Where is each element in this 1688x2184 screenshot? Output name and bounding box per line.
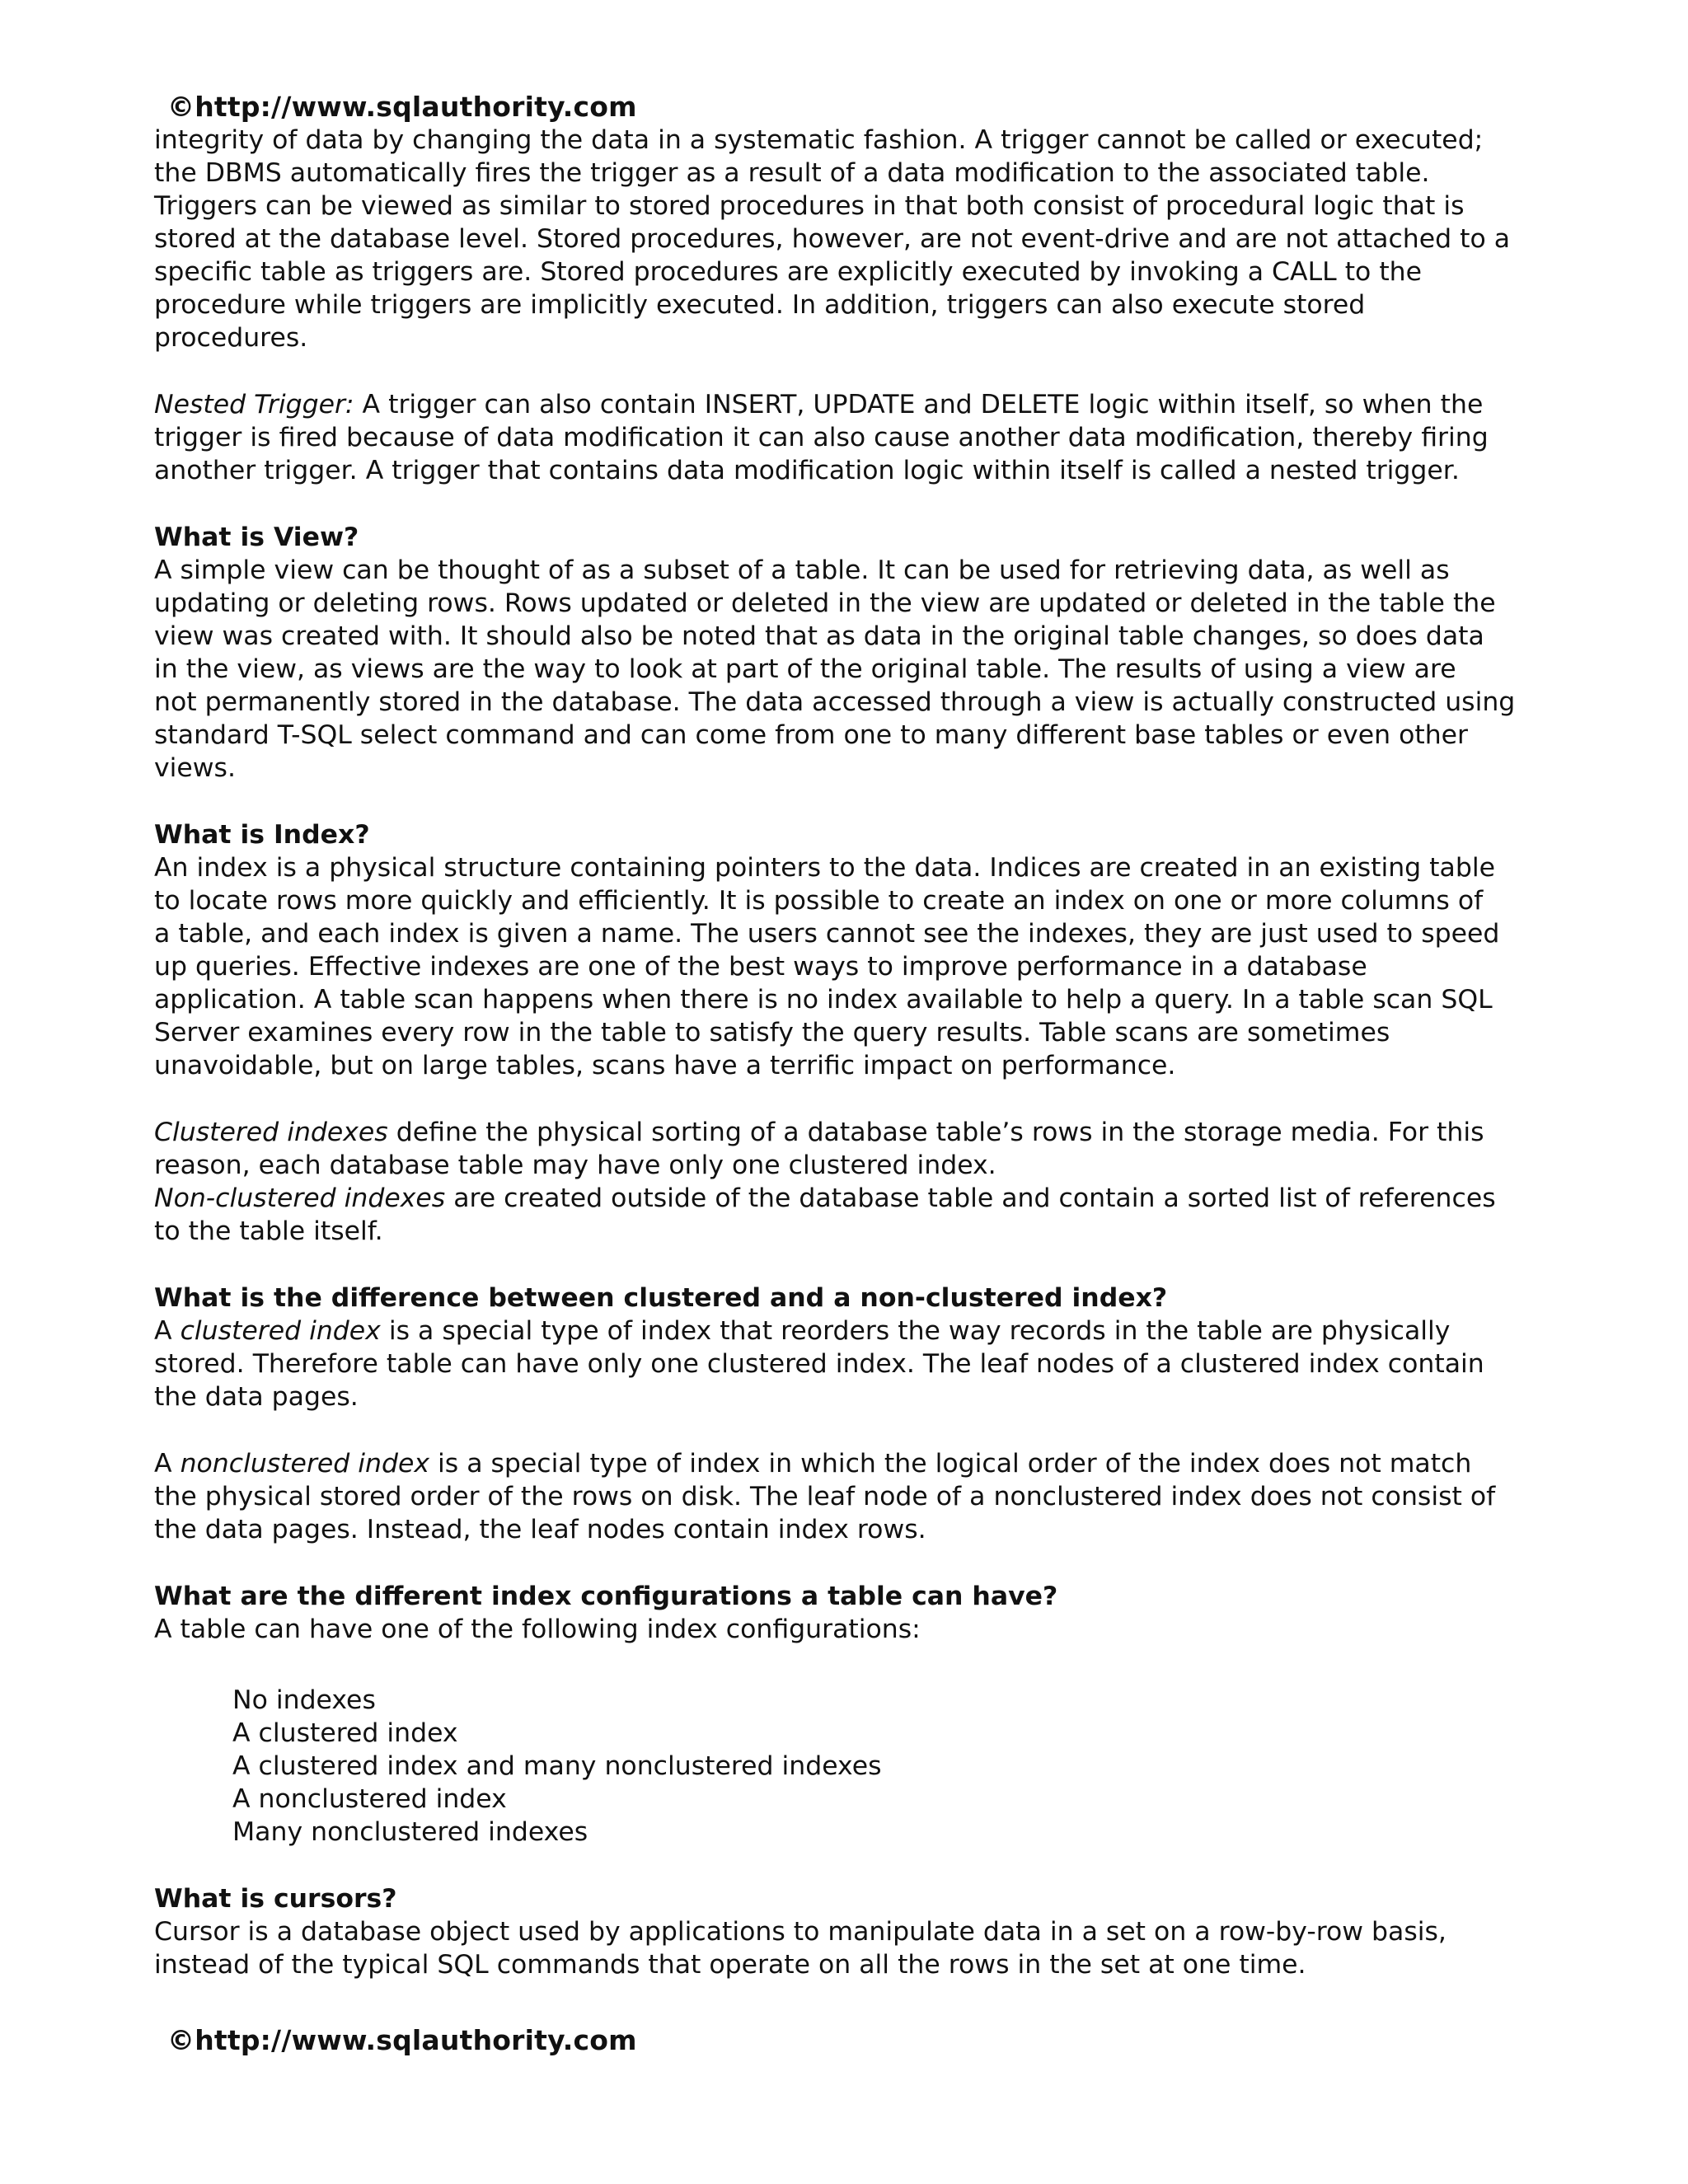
text-line: updating or deleting rows. Rows updated or deleted in the view are updated or deleted in the table the	[154, 588, 1496, 618]
text-line: application. A table scan happens when there is no index available to help a query. In a table scan SQL	[154, 985, 1493, 1015]
list-item: A clustered index and many nonclustered indexes	[232, 1751, 882, 1781]
text-line: Server examines every row in the table to satisfy the query results. Table scans are sometimes	[154, 1018, 1390, 1047]
nested-trigger-paragraph	[154, 388, 1605, 487]
section-heading-cursors: What is cursors?	[154, 1884, 397, 1914]
term-clustered-indexes: Clustered indexes	[154, 1118, 388, 1147]
list-item: A clustered index	[232, 1718, 458, 1748]
text-line: the DBMS automatically fires the trigger as a result of a data modification to the associated table.	[154, 158, 1430, 188]
text-line: stored. Therefore table can have only one clustered index. The leaf nodes of a clustered index contain	[154, 1349, 1484, 1379]
cursors-section	[154, 1882, 1605, 1981]
text-line: to locate rows more quickly and efficiently. It is possible to create an index on one or more columns of	[154, 886, 1484, 916]
text-line	[154, 1182, 1605, 1215]
text-span: A trigger can also contain INSERT, UPDATE and DELETE logic within itself, so when the	[354, 390, 1484, 419]
text-line	[154, 1315, 1605, 1347]
section-heading-view: What is View?	[154, 523, 359, 552]
section-heading-difference: What is the difference between clustered and a non-clustered index?	[154, 1283, 1168, 1313]
term-non-clustered-indexes: Non-clustered indexes	[154, 1183, 446, 1213]
intro-paragraph	[154, 124, 1605, 354]
index-section	[154, 818, 1605, 1082]
view-section	[154, 521, 1605, 785]
list-item: A nonclustered index	[232, 1784, 507, 1814]
text-line: another trigger. A trigger that contains data modification logic within itself is called a nested trigger.	[154, 456, 1460, 485]
text-line: reason, each database table may have only one clustered index.	[154, 1151, 996, 1180]
term-nested-trigger: Nested Trigger:	[154, 390, 354, 419]
text-line: instead of the typical SQL commands that operate on all the rows in the set at one time.	[154, 1950, 1306, 1980]
text-line: A simple view can be thought of as a subset of a table. It can be used for retrieving data, as well as	[154, 555, 1450, 585]
list-item: No indexes	[232, 1685, 376, 1715]
text-line: not permanently stored in the database. The data accessed through a view is actually constructed using	[154, 687, 1516, 717]
text-line: stored at the database level. Stored procedures, however, are not event-drive and are not attached to a	[154, 224, 1511, 254]
term-clustered-index: clustered index	[180, 1316, 381, 1346]
text-line: standard T-SQL select command and can come from one to many different base tables or even other	[154, 720, 1469, 750]
section-heading-configurations: What are the different index configurations a table can have?	[154, 1582, 1058, 1611]
text-line: Cursor is a database object used by applications to manipulate data in a set on a row-by-row basis,	[154, 1917, 1447, 1947]
text-span: A	[154, 1316, 181, 1346]
configurations-list	[154, 1684, 1605, 1849]
text-line: An index is a physical structure containing pointers to the data. Indices are created in an existing table	[154, 853, 1495, 883]
difference-section	[154, 1282, 1605, 1546]
text-line: the data pages. Instead, the leaf nodes contain index rows.	[154, 1515, 926, 1544]
text-span: is a special type of index in which the logical order of the index does not match	[429, 1449, 1472, 1479]
text-line	[154, 1116, 1605, 1149]
text-line: views.	[154, 753, 236, 783]
text-line: a table, and each index is given a name. The users cannot see the indexes, they are just used to speed	[154, 919, 1500, 949]
text-line: the physical stored order of the rows on disk. The leaf node of a nonclustered index does not consist of	[154, 1482, 1496, 1511]
text-span: define the physical sorting of a database table’s rows in the storage media. For this	[387, 1118, 1484, 1147]
text-span: are created outside of the database table and contain a sorted list of references	[445, 1183, 1496, 1213]
text-line: Triggers can be viewed as similar to stored procedures in that both consist of procedural logic that is	[154, 191, 1465, 221]
page-footer-link[interactable]: ©http://www.sqlauthority.com	[167, 2024, 637, 2056]
page-header-link[interactable]: ©http://www.sqlauthority.com	[167, 91, 637, 123]
text-span: is a special type of index that reorders the way records in the table are physically	[380, 1316, 1451, 1346]
text-line: procedures.	[154, 323, 308, 353]
list-item: Many nonclustered indexes	[232, 1817, 588, 1847]
text-line: view was created with. It should also be noted that as data in the original table changes, so does data	[154, 621, 1484, 651]
text-line: trigger is fired because of data modification it can also cause another data modification, thereby firing	[154, 423, 1489, 452]
clustered-definitions	[154, 1116, 1605, 1248]
text-line: unavoidable, but on large tables, scans have a terrific impact on performance.	[154, 1051, 1176, 1080]
text-line: in the view, as views are the way to look at part of the original table. The results of using a view are	[154, 654, 1456, 684]
configurations-section	[154, 1580, 1605, 1849]
text-line	[154, 1447, 1605, 1480]
text-line: up queries. Effective indexes are one of the best ways to improve performance in a database	[154, 952, 1367, 982]
text-line: the data pages.	[154, 1382, 359, 1412]
text-line: to the table itself.	[154, 1216, 383, 1246]
text-line	[154, 388, 1605, 421]
text-line: integrity of data by changing the data in a systematic fashion. A trigger cannot be called or executed;	[154, 125, 1484, 155]
text-line: procedure while triggers are implicitly executed. In addition, triggers can also execute stored	[154, 290, 1366, 320]
document-page	[154, 91, 1605, 1981]
text-line: specific table as triggers are. Stored procedures are explicitly executed by invoking a CALL to the	[154, 257, 1423, 287]
term-nonclustered-index: nonclustered index	[180, 1449, 430, 1479]
section-heading-index: What is Index?	[154, 820, 370, 850]
text-span: A	[154, 1449, 181, 1479]
text-line: A table can have one of the following index configurations:	[154, 1615, 921, 1644]
